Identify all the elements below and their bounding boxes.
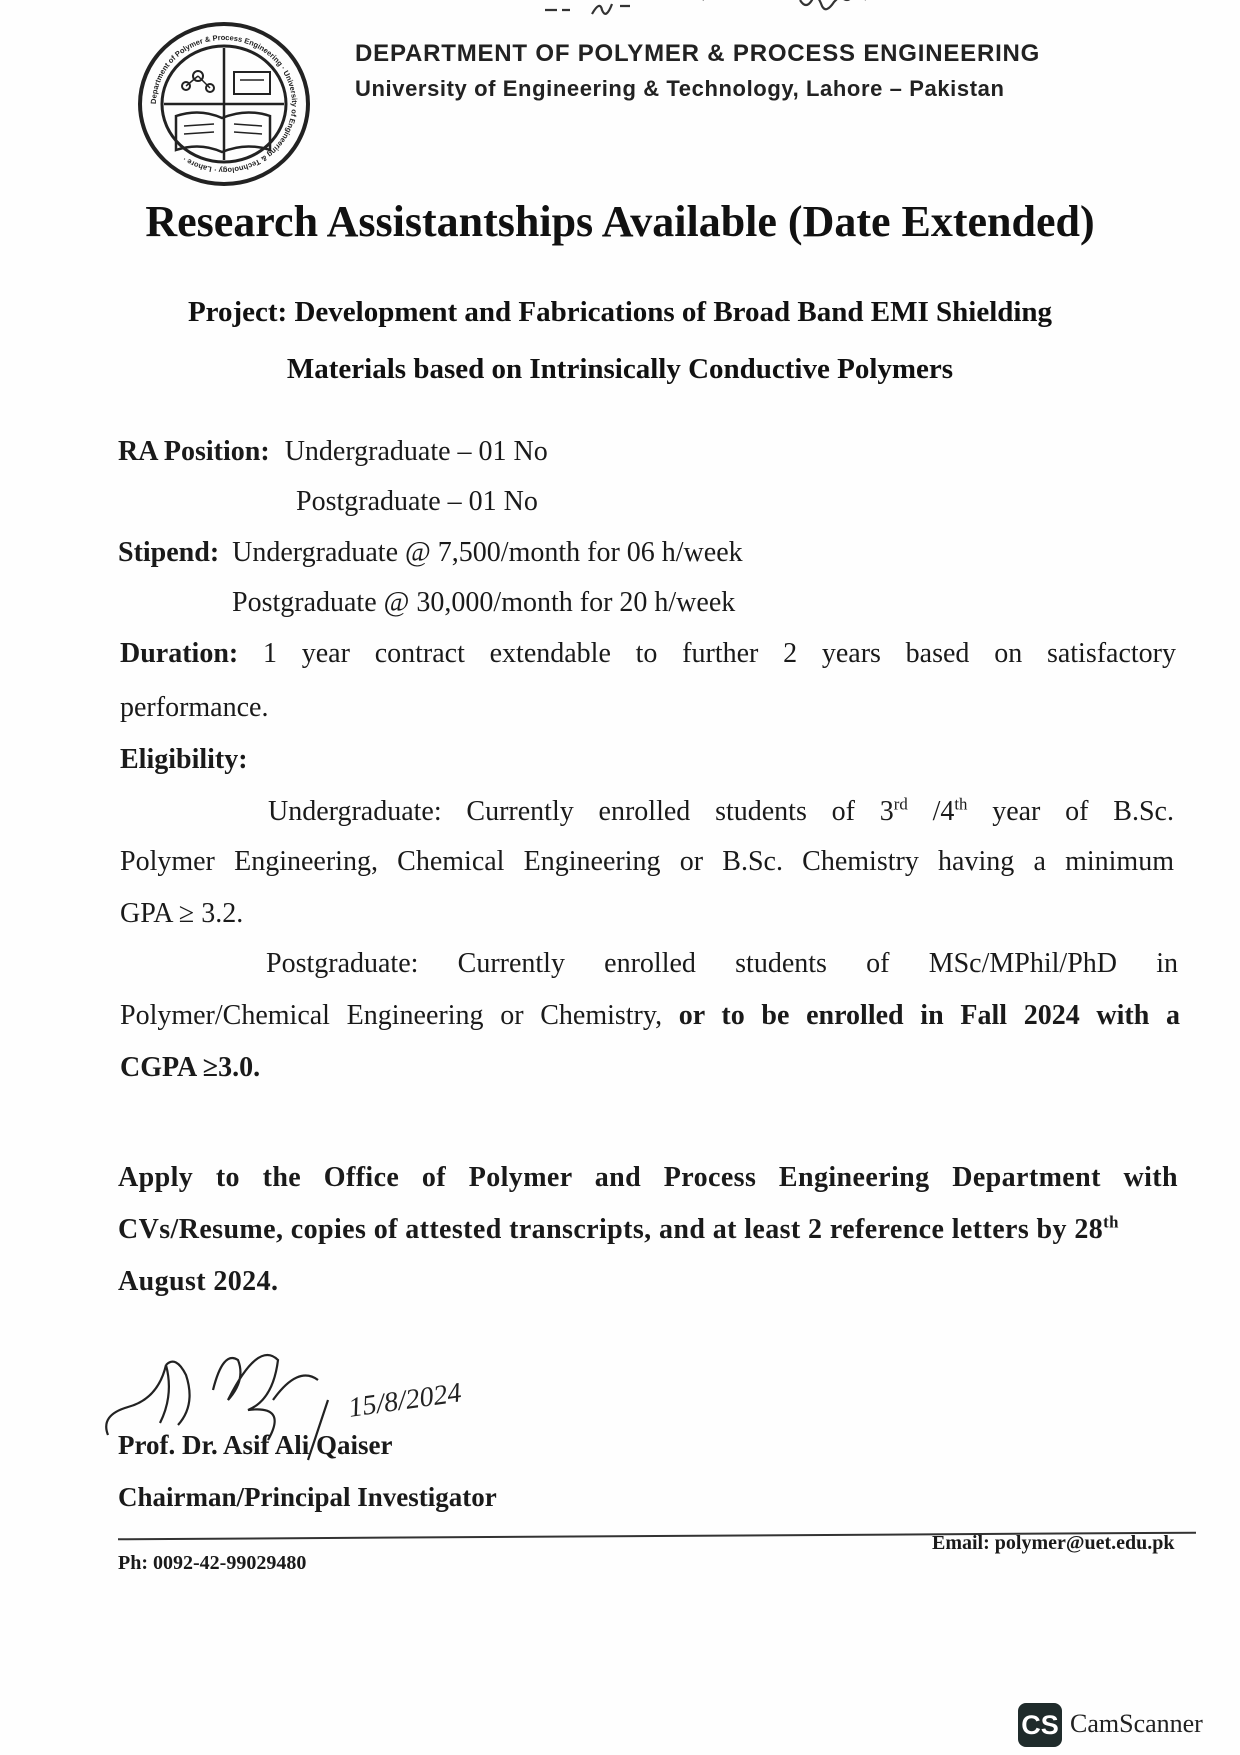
department-seal-logo [136, 20, 312, 188]
camscanner-watermark: CamScanner [1070, 1709, 1203, 1738]
apply-sup-th: th [1103, 1212, 1119, 1232]
apply-line-3: August 2024. [118, 1266, 279, 1297]
project-title-line-2: Materials based on Intrinsically Conductive Polymers [286, 353, 954, 385]
stipend-undergraduate: Undergraduate @ 7,500/month for 06 h/week [232, 537, 743, 568]
apply-text: CVs/Resume, copies of attested transcripts, and at least 2 reference letters by 28 [118, 1214, 1104, 1245]
stipend-row [118, 537, 743, 569]
ug-text-a: Undergraduate: Currently enrolled students of 3 [268, 796, 894, 827]
duration-row [120, 638, 1176, 670]
stipend-postgraduate: Postgraduate @ 30,000/month for 20 h/week [232, 587, 736, 618]
ra-position-row [118, 436, 548, 468]
stipend-label: Stipend: [118, 537, 220, 568]
eligibility-undergraduate-line-2: Polymer Engineering, Chemical Engineering or B.Sc. Chemistry having a minimum [120, 846, 1174, 877]
eligibility-undergraduate-line-3: GPA ≥ 3.2. [120, 898, 244, 929]
ug-text-c: year of B.Sc. [967, 796, 1174, 827]
duration-text: 1 year contract extendable to further 2 years based on satisfactory [263, 638, 1177, 669]
eligibility-postgraduate-line-1: Postgraduate: Currently enrolled students of MSc/MPhil/PhD in [266, 948, 1178, 979]
pg-text-a: Polymer/Chemical Engineering or Chemistry, [120, 1000, 663, 1031]
duration-label: Duration: [120, 638, 239, 669]
footer-email: Email: polymer@uet.edu.pk [932, 1532, 1175, 1554]
eligibility-undergraduate-line-1 [268, 796, 1174, 828]
ug-sup-th: th [954, 794, 968, 814]
ra-position-postgraduate: Postgraduate – 01 No [296, 486, 538, 517]
signatory-role: Chairman/Principal Investigator [118, 1482, 497, 1512]
apply-line-2 [118, 1214, 1119, 1246]
ra-position-label: RA Position: [118, 436, 270, 467]
pg-text-b: or to be enrolled in Fall 2024 with a [662, 1000, 1181, 1031]
eligibility-postgraduate-line-3: CGPA ≥3.0. [120, 1052, 261, 1083]
university-name: University of Engineering & Technology, Lahore – Pakistan [355, 76, 1005, 101]
ug-sup-rd: rd [893, 794, 908, 814]
duration-text-cont: performance. [120, 692, 269, 723]
apply-line-1: Apply to the Office of Polymer and Process Engineering Department with [118, 1162, 1178, 1193]
camscanner-logo-icon: CS [1018, 1703, 1062, 1747]
top-handwriting [540, 0, 960, 22]
svg-text:Department of Polymer & Proces: Department of Polymer & Process Engineering · University of Engineering & Technology · Lahore · [148, 32, 300, 176]
project-title-line-1: Project: Development and Fabrications of Broad Band EMI Shielding [187, 296, 1053, 328]
eligibility-postgraduate-line-2 [120, 1000, 1180, 1032]
ug-text-b: /4 [907, 796, 955, 827]
ra-position-undergraduate: Undergraduate – 01 No [284, 436, 548, 467]
eligibility-label: Eligibility: [120, 744, 248, 775]
handwritten-date: 15/8/2024 [346, 1377, 464, 1424]
department-name: DEPARTMENT OF POLYMER & PROCESS ENGINEERING [355, 40, 1041, 67]
signatory-name: Prof. Dr. Asif Ali Qaiser [118, 1430, 393, 1460]
footer-phone: Ph: 0092-42-99029480 [118, 1552, 307, 1574]
page-title: Research Assistantships Available (Date Extended) [145, 197, 1095, 246]
